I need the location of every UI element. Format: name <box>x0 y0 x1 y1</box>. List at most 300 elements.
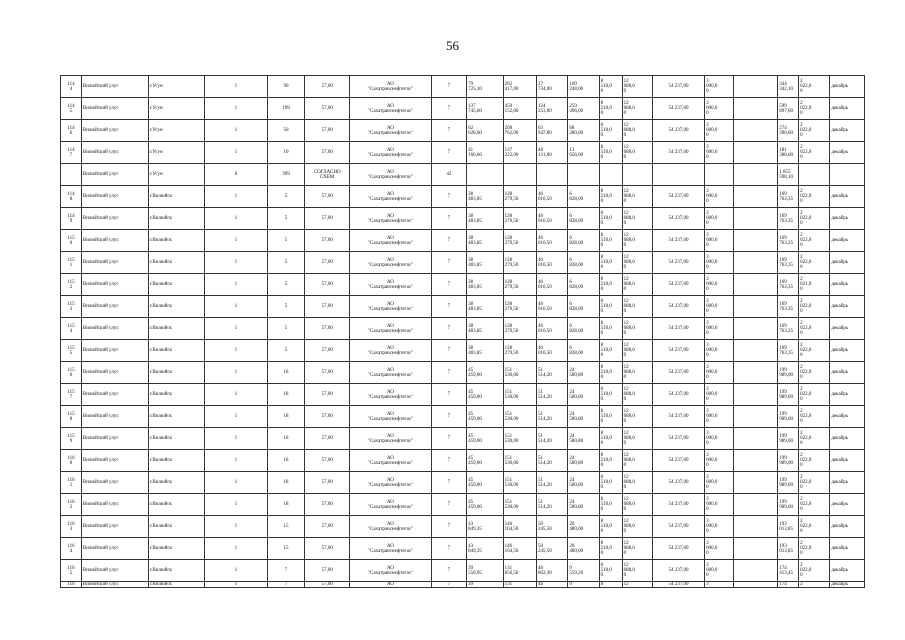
cell-settlement: г.Вилюйск <box>148 318 204 340</box>
cell-quantity: 1 <box>205 516 268 538</box>
cell-settlement: г.Вилюйск <box>148 560 204 582</box>
cell-row-number: 115 0 <box>61 230 82 252</box>
cell-amount-f: 12 688,0 0 <box>622 494 652 516</box>
cell-count: 7 <box>267 582 305 588</box>
cell-row-number: 116 3 <box>61 516 82 538</box>
cell-row-number: 115 1 <box>61 252 82 274</box>
cell-quantity: 1 <box>205 560 268 582</box>
cell-amount-e: 8 510,0 0 <box>599 76 622 98</box>
cell-organization: АО "Сахатранснефтегаз" <box>350 318 431 340</box>
cell-empty <box>734 252 778 274</box>
cell-settlement: г.Вилюйск <box>148 450 204 472</box>
cell-total: 599 897,60 <box>778 98 799 120</box>
cell-district: Вилюйский улус <box>81 186 148 208</box>
cell-month: декабрь <box>830 560 865 582</box>
cell-amount-h: 3 000,0 0 <box>705 142 734 164</box>
cell-amount-d: 6 828,00 <box>568 186 599 208</box>
cell-month: декабрь <box>830 428 865 450</box>
cell-organization: АО "Сахатранснефтегаз" <box>350 340 431 362</box>
cell-amount-h: 3 000,0 0 <box>705 186 734 208</box>
cell-amount-c: 46 <box>537 582 568 588</box>
table-row <box>61 230 865 252</box>
cell-count: 18 <box>267 384 305 406</box>
cell-amount-d: 6 828,00 <box>568 252 599 274</box>
cell-total: 274 390,60 <box>778 120 799 142</box>
cell-value: 57,00 <box>305 98 350 120</box>
cell-amount-a: 62 628,60 <box>467 120 504 142</box>
cell-amount-c: 51 514,20 <box>537 450 568 472</box>
cell-month <box>830 164 865 186</box>
table-row <box>61 318 865 340</box>
cell-month: декабрь <box>830 252 865 274</box>
cell-settlement: г.Вилюйск <box>148 406 204 428</box>
cell-code: 7 <box>431 296 467 318</box>
cell-count: 18 <box>267 428 305 450</box>
cell-row-number: 115 7 <box>61 384 82 406</box>
cell-amount-d: 9 <box>568 582 599 588</box>
cell-amount-f: 12 688,0 0 <box>622 472 652 494</box>
cell-organization: АО "Сахатранснефтегаз" <box>350 296 431 318</box>
cell-month: декабрь <box>830 538 865 560</box>
cell-empty <box>734 494 778 516</box>
table-row <box>61 494 865 516</box>
cell-empty <box>734 538 778 560</box>
cell-organization: АО <box>350 582 431 588</box>
cell-settlement: г.Вилюйск <box>148 230 204 252</box>
cell-code: 7 <box>431 494 467 516</box>
cell-district: Вилюйский улус <box>81 142 148 164</box>
cell-amount-b: 128 279,50 <box>503 274 536 296</box>
cell-amount-d: 6 828,00 <box>568 208 599 230</box>
cell-code: 7 <box>431 582 467 588</box>
cell-settlement: г.Усун <box>148 142 204 164</box>
cell-district: Вилюйский улус <box>81 384 148 406</box>
cell-value: 57,00 <box>305 450 350 472</box>
cell-row-number: 114 5 <box>61 98 82 120</box>
cell-total: 169 763,35 <box>778 318 799 340</box>
cell-quantity: 1 <box>205 362 268 384</box>
cell-amount-f: 12 688,0 0 <box>622 362 652 384</box>
cell-total: 169 763,35 <box>778 340 799 362</box>
cell-amount-e: 8 510,0 0 <box>599 494 622 516</box>
cell-row-number: 115 2 <box>61 274 82 296</box>
cell-count: 18 <box>267 450 305 472</box>
cell-amount-g: 54 237,00 <box>652 560 704 582</box>
cell-amount-d: 6 828,00 <box>568 340 599 362</box>
cell-amount-e: 8 510,0 0 <box>599 538 622 560</box>
cell-amount-c: 46 016,50 <box>537 208 568 230</box>
cell-count: 199 <box>267 98 305 120</box>
cell-organization: АО "Сахатранснефтегаз" <box>350 450 431 472</box>
cell-empty <box>734 208 778 230</box>
cell-quantity: 1 <box>205 208 268 230</box>
cell-year: 2 021,0 0 <box>799 274 830 296</box>
cell-amount-e: 8 510,0 0 <box>599 472 622 494</box>
page-number: 56 <box>446 38 459 53</box>
cell-amount-h: 3 000,0 0 <box>705 252 734 274</box>
cell-month: декабрь <box>830 516 865 538</box>
cell-amount-b: 128 279,50 <box>503 186 536 208</box>
cell-amount-h: 3 000,0 0 <box>705 494 734 516</box>
cell-year: 2 022,0 0 <box>799 560 830 582</box>
cell-district: Вилюйский улус <box>81 318 148 340</box>
cell-district: Вилюйский улус <box>81 560 148 582</box>
cell-amount-b: 128 279,50 <box>503 252 536 274</box>
cell-amount-h: 3 000,0 0 <box>705 384 734 406</box>
cell-amount-g: 54 237,00 <box>652 516 704 538</box>
cell-amount-b: 151 530,00 <box>503 428 536 450</box>
cell-amount-h: 3 000,0 0 <box>705 208 734 230</box>
cell-amount-b: 151 530,00 <box>503 406 536 428</box>
cell-settlement: г.Вилюйск <box>148 340 204 362</box>
cell-district: Вилюйский улус <box>81 120 148 142</box>
cell-amount-b: 131 <box>503 582 536 588</box>
cell-amount-a: 38 483,85 <box>467 208 504 230</box>
cell-total: 169 763,35 <box>778 252 799 274</box>
cell-count: 15 <box>267 516 305 538</box>
cell-empty <box>734 428 778 450</box>
table-row <box>61 186 865 208</box>
cell-row-number: 114 4 <box>61 76 82 98</box>
cell-month: декабрь <box>830 208 865 230</box>
cell-settlement: г.Усун <box>148 76 204 98</box>
cell-month: декабрь <box>830 494 865 516</box>
cell-code: 7 <box>431 318 467 340</box>
cell-amount-b: 450 152,00 <box>503 98 536 120</box>
cell-amount-d: 13 656,00 <box>568 142 599 164</box>
cell-empty <box>734 76 778 98</box>
table-row <box>61 450 865 472</box>
cell-empty <box>734 164 778 186</box>
cell-organization: АО "Сахатранснефтегаз" <box>350 142 431 164</box>
cell-total: 199 989,00 <box>778 428 799 450</box>
cell-month: декабрь <box>830 362 865 384</box>
cell-value: 57,00 <box>305 538 350 560</box>
cell-value: 57,00 <box>305 76 350 98</box>
cell-amount-b: 137 222,00 <box>503 142 536 164</box>
cell-amount-b: 131 856,50 <box>503 560 536 582</box>
cell-month: декабрь <box>830 142 865 164</box>
cell-amount-a: 38 483,85 <box>467 296 504 318</box>
cell-count: 15 <box>267 538 305 560</box>
cell-empty <box>734 560 778 582</box>
cell-organization: АО "Сахатранснефтегаз" <box>350 76 431 98</box>
cell-row-number: 115 9 <box>61 428 82 450</box>
cell-amount-f: 12 688,0 0 <box>622 340 652 362</box>
cell-value: 57,00 <box>305 582 350 588</box>
cell-count: 5 <box>267 274 305 296</box>
cell-year: 2 022,0 0 <box>799 120 830 142</box>
cell-month: декабрь <box>830 406 865 428</box>
cell-row-number: 116 5 <box>61 560 82 582</box>
cell-amount-h: 3 000,0 0 <box>705 318 734 340</box>
cell-amount-a: 79 725,10 <box>467 76 504 98</box>
cell-amount-a: 41 166,60 <box>467 142 504 164</box>
cell-empty <box>734 230 778 252</box>
cell-row-number: 115 4 <box>61 318 82 340</box>
cell-total: 199 989,00 <box>778 472 799 494</box>
cell-row-number: 114 7 <box>61 142 82 164</box>
cell-count: 5 <box>267 186 305 208</box>
cell-amount-h: 3 000,0 0 <box>705 230 734 252</box>
cell-amount-c: 51 514,20 <box>537 494 568 516</box>
table-row <box>61 98 865 120</box>
cell-amount-g: 54 237,00 <box>652 230 704 252</box>
table-row <box>61 362 865 384</box>
cell-year: 2 022,0 0 <box>799 252 830 274</box>
cell-district: Вилюйский улус <box>81 340 148 362</box>
cell-amount-f <box>622 164 652 186</box>
cell-value: 57,00 <box>305 252 350 274</box>
table-row <box>61 516 865 538</box>
cell-quantity: 1 <box>205 538 268 560</box>
cell-amount-f: 12 688,0 0 <box>622 296 652 318</box>
cell-amount-d: 6 828,00 <box>568 274 599 296</box>
data-table <box>60 75 865 588</box>
cell-district: Вилюйский улус <box>81 252 148 274</box>
cell-month: декабрь <box>830 384 865 406</box>
cell-count: 18 <box>267 362 305 384</box>
cell-quantity: 6 <box>205 164 268 186</box>
cell-value: 57,00 <box>305 296 350 318</box>
cell-amount-a: 45 459,00 <box>467 362 504 384</box>
cell-row-number: 116 1 <box>61 472 82 494</box>
cell-district: Вилюйский улус <box>81 98 148 120</box>
cell-amount-a: 45 459,00 <box>467 428 504 450</box>
cell-total: 193 013,85 <box>778 538 799 560</box>
cell-count: 5 <box>267 208 305 230</box>
cell-amount-c: 63 947,00 <box>537 120 568 142</box>
cell-total: 169 763,35 <box>778 296 799 318</box>
cell-value: 57,00 <box>305 362 350 384</box>
cell-amount-e: 8 510,0 0 <box>599 274 622 296</box>
cell-organization: АО "Сахатранснефтегаз" <box>350 362 431 384</box>
cell-total: 181 388,60 <box>778 142 799 164</box>
cell-value: 57,00 <box>305 142 350 164</box>
cell-value: 57,00 <box>305 230 350 252</box>
cell-quantity: 1 <box>205 582 268 588</box>
cell-amount-e: 8 510,0 0 <box>599 142 622 164</box>
cell-code: 42 <box>431 164 467 186</box>
table-row <box>61 406 865 428</box>
cell-amount-g: 54 237,00 <box>652 76 704 98</box>
cell-count: 18 <box>267 406 305 428</box>
cell-quantity: 1 <box>205 120 268 142</box>
cell-year: 2 022,0 0 <box>799 98 830 120</box>
cell-month: декабрь <box>830 450 865 472</box>
cell-amount-e: 8 510,0 0 <box>599 516 622 538</box>
cell-code: 7 <box>431 450 467 472</box>
cell-month: декабрь <box>830 472 865 494</box>
cell-amount-f: 12 688,0 0 <box>622 318 652 340</box>
cell-value: 57,00 <box>305 120 350 142</box>
cell-district: Вилюйский улус <box>81 164 148 186</box>
cell-amount-d: 109 248,00 <box>568 76 599 98</box>
cell-amount-d: 259 496,00 <box>568 98 599 120</box>
cell-amount-e: 8 510,0 0 <box>599 186 622 208</box>
cell-row-number: 114 9 <box>61 208 82 230</box>
cell-amount-c: 46 016,50 <box>537 318 568 340</box>
cell-empty <box>734 120 778 142</box>
cell-organization: АО "Сахатранснефтегаз" <box>350 428 431 450</box>
cell-district: Вилюйский улус <box>81 208 148 230</box>
cell-settlement: г.Усун <box>148 120 204 142</box>
cell-total: 174 <box>778 582 799 588</box>
cell-amount-g <box>652 164 704 186</box>
cell-amount-c: 124 253,00 <box>537 98 568 120</box>
cell-amount-c: 51 514,20 <box>537 472 568 494</box>
cell-year: 2 022,0 0 <box>799 362 830 384</box>
cell-year: 2 <box>799 582 830 588</box>
cell-quantity: 1 <box>205 274 268 296</box>
cell-amount-g: 54 237,00 <box>652 318 704 340</box>
cell-amount-b: 146 164,50 <box>503 516 536 538</box>
cell-amount-b: 128 279,50 <box>503 340 536 362</box>
cell-amount-g: 54 237,00 <box>652 428 704 450</box>
cell-amount-b: 151 530,00 <box>503 362 536 384</box>
cell-row-number: 116 0 <box>61 450 82 472</box>
cell-empty <box>734 274 778 296</box>
cell-amount-g: 54 237,00 <box>652 120 704 142</box>
cell-settlement: г.Вилюйск <box>148 384 204 406</box>
cell-row-number: 116 <box>61 582 82 588</box>
cell-amount-c <box>537 164 568 186</box>
cell-code: 7 <box>431 120 467 142</box>
cell-amount-d: 6 828,00 <box>568 296 599 318</box>
cell-quantity: 1 <box>205 384 268 406</box>
cell-empty <box>734 362 778 384</box>
cell-district: Вилюйский улус <box>81 362 148 384</box>
table-row <box>61 340 865 362</box>
cell-settlement: г.Вилюйск <box>148 208 204 230</box>
cell-year <box>799 164 830 186</box>
cell-amount-d: 24 580,80 <box>568 384 599 406</box>
cell-amount-d: 24 580,80 <box>568 428 599 450</box>
cell-organization: АО "Сахатранснефтегаз" <box>350 252 431 274</box>
cell-quantity: 1 <box>205 142 268 164</box>
cell-amount-b: 151 530,00 <box>503 384 536 406</box>
table-row <box>61 472 865 494</box>
cell-amount-f: 12 688,0 0 <box>622 208 652 230</box>
cell-year: 2 022,0 0 <box>799 494 830 516</box>
cell-settlement: г.Вилюйск <box>148 582 204 588</box>
cell-amount-a: 43 849,35 <box>467 538 504 560</box>
cell-value: 57,00 <box>305 494 350 516</box>
cell-amount-f: 12 688,0 0 <box>622 98 652 120</box>
cell-amount-c: 51 514,20 <box>537 406 568 428</box>
cell-district: Вилюйский улус <box>81 582 148 588</box>
cell-amount-f: 12 688,0 0 <box>622 252 652 274</box>
cell-amount-a: 38 483,85 <box>467 340 504 362</box>
cell-amount-c: 46 016,50 <box>537 252 568 274</box>
cell-amount-h: 3 000,0 0 <box>705 98 734 120</box>
cell-total: 169 763,35 <box>778 230 799 252</box>
cell-amount-e: 8 510,0 0 <box>599 296 622 318</box>
cell-code: 7 <box>431 406 467 428</box>
cell-quantity: 1 <box>205 252 268 274</box>
cell-amount-d: 24 580,80 <box>568 362 599 384</box>
cell-settlement: г.Вилюйск <box>148 274 204 296</box>
cell-settlement: г.Вилюйск <box>148 186 204 208</box>
cell-month: декабрь <box>830 186 865 208</box>
table-row <box>61 296 865 318</box>
cell-code: 7 <box>431 252 467 274</box>
cell-amount-c: 46 862,30 <box>537 560 568 582</box>
cell-organization: АО "Сахатранснефтегаз" <box>350 494 431 516</box>
cell-settlement: г.Вилюйск <box>148 516 204 538</box>
cell-organization: АО "Сахатранснефтегаз" <box>350 98 431 120</box>
cell-month: декабрь <box>830 318 865 340</box>
cell-organization: АО "Сахатранснефтегаз" <box>350 208 431 230</box>
cell-amount-a: 38 483,85 <box>467 186 504 208</box>
cell-amount-g: 54 237,00 <box>652 494 704 516</box>
cell-amount-h <box>705 164 734 186</box>
cell-amount-f: 12 688,0 0 <box>622 450 652 472</box>
cell-amount-f: 12 688,0 0 <box>622 274 652 296</box>
cell-amount-a: 45 459,00 <box>467 406 504 428</box>
cell-amount-g: 54 237,00 <box>652 208 704 230</box>
cell-amount-g: 54 237,00 <box>652 538 704 560</box>
cell-amount-e: 8 510,0 0 <box>599 340 622 362</box>
table-row <box>61 274 865 296</box>
cell-amount-f: 12 688,0 0 <box>622 384 652 406</box>
cell-year: 2 022,0 0 <box>799 230 830 252</box>
cell-value: 57,00 <box>305 274 350 296</box>
cell-amount-e: 8 510,0 0 <box>599 98 622 120</box>
cell-code: 7 <box>431 208 467 230</box>
cell-year: 2 022,0 0 <box>799 428 830 450</box>
cell-amount-f: 12 688,0 0 <box>622 538 652 560</box>
cell-quantity: 1 <box>205 186 268 208</box>
cell-amount-c: 51 514,20 <box>537 384 568 406</box>
cell-count: 50 <box>267 120 305 142</box>
cell-organization: АО "Сахатранснефтегаз" <box>350 472 431 494</box>
cell-value: 57,00 <box>305 406 350 428</box>
cell-month: декабрь <box>830 76 865 98</box>
cell-amount-a: 137 745,60 <box>467 98 504 120</box>
cell-code: 7 <box>431 230 467 252</box>
cell-district: Вилюйский улус <box>81 428 148 450</box>
cell-amount-a: 38 483,85 <box>467 274 504 296</box>
cell-organization: АО "Сахатранснефтегаз" <box>350 516 431 538</box>
cell-empty <box>734 406 778 428</box>
cell-amount-d: 6 828,00 <box>568 318 599 340</box>
cell-amount-g: 54 237,00 <box>652 582 704 588</box>
table-row <box>61 428 865 450</box>
table-row <box>61 142 865 164</box>
cell-amount-e: 8 510,0 0 <box>599 252 622 274</box>
cell-amount-g: 54 237,00 <box>652 406 704 428</box>
table-row <box>61 582 865 588</box>
cell-amount-g: 54 237,00 <box>652 384 704 406</box>
cell-total: 344 342,10 <box>778 76 799 98</box>
cell-amount-d: 9 559,20 <box>568 560 599 582</box>
cell-quantity: 1 <box>205 450 268 472</box>
cell-count: 18 <box>267 472 305 494</box>
cell-code: 7 <box>431 186 467 208</box>
cell-row-number: 115 6 <box>61 362 82 384</box>
cell-empty <box>734 318 778 340</box>
cell-row-number <box>61 164 82 186</box>
table-row <box>61 120 865 142</box>
cell-amount-c: 46 016,50 <box>537 230 568 252</box>
cell-code: 7 <box>431 340 467 362</box>
cell-amount-d: 20 480,00 <box>568 538 599 560</box>
cell-empty <box>734 98 778 120</box>
table-row <box>61 208 865 230</box>
cell-empty <box>734 384 778 406</box>
table-row <box>61 164 865 186</box>
